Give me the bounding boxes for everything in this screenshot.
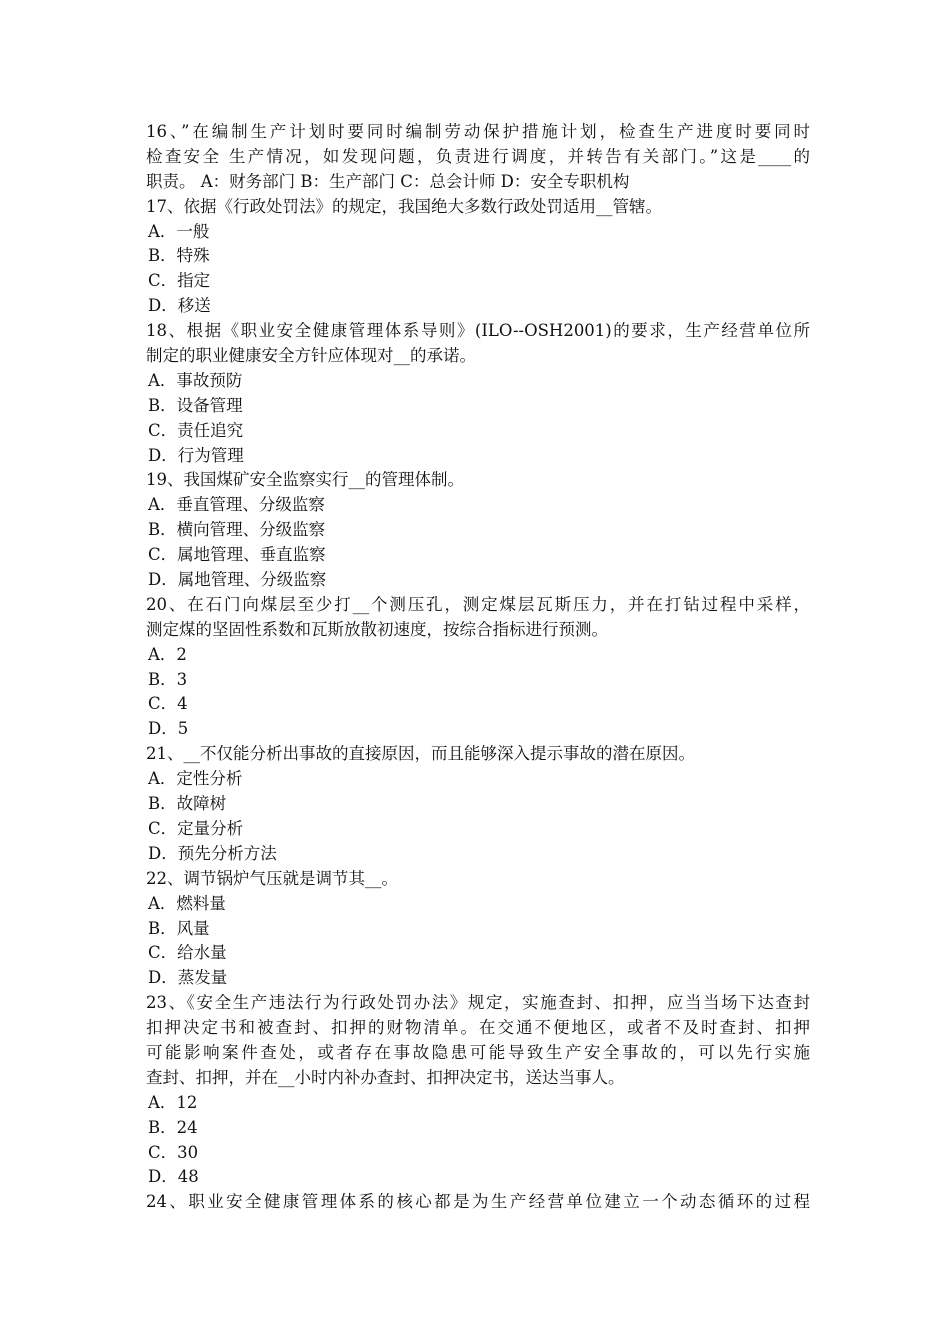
question-17: [146, 195, 810, 319]
answer-option: B．故障树: [148, 794, 227, 814]
question-20: [146, 593, 810, 742]
question-text-line: 17、依据《行政处罚法》的规定，我国绝大多数行政处罚适用__管辖。: [146, 196, 662, 216]
answer-option: A．垂直管理、分级监察: [148, 495, 325, 515]
answer-option: D．移送: [148, 296, 211, 316]
question-21: [146, 742, 810, 866]
answer-option: A．12: [148, 1092, 198, 1112]
answer-option: D．5: [148, 719, 189, 739]
answer-option: C．4: [148, 694, 188, 714]
question-text-line: 20、在石门向煤层至少打__个测压孔，测定煤层瓦斯压力，并在打钻过程中采样，: [146, 594, 810, 614]
answer-option: C．给水量: [148, 943, 227, 963]
question-text-line: 职责。 A：财务部门 B：生产部门 C：总会计师 D：安全专职机构: [146, 171, 630, 191]
question-text-line: 22、调节锅炉气压就是调节其__。: [146, 868, 398, 888]
question-text-line: 测定煤的坚固性系数和瓦斯放散初速度，按综合指标进行预测。: [146, 619, 608, 639]
answer-option: C．30: [148, 1142, 199, 1162]
answer-option: A．一般: [148, 221, 210, 241]
answer-option: C．责任追究: [148, 420, 244, 440]
answer-option: D．属地管理、分级监察: [148, 570, 327, 590]
question-text-line: 23、《安全生产违法行为行政处罚办法》规定，实施查封、扣押，应当当场下达查封: [146, 993, 810, 1013]
question-text-line: 扣押决定书和被查封、扣押的财物清单。在交通不便地区，或者不及时查封、扣押: [146, 1018, 810, 1038]
answer-option: B．横向管理、分级监察: [148, 520, 326, 540]
answer-option: B．3: [148, 669, 188, 689]
answer-option: C．定量分析: [148, 818, 244, 838]
question-text-line: 19、我国煤矿安全监察实行__的管理体制。: [146, 470, 464, 490]
question-18: [146, 319, 810, 468]
question-22: [146, 867, 810, 991]
answer-option: C．指定: [148, 271, 211, 291]
answer-option: D．预先分析方法: [148, 843, 277, 863]
question-text-line: 21、__不仅能分析出事故的直接原因，而且能够深入提示事故的潜在原因。: [146, 744, 695, 764]
question-text-line: 可能影响案件查处，或者存在事故隐患可能导致生产安全事故的，可以先行实施: [146, 1042, 810, 1062]
answer-option: D．蒸发量: [148, 968, 228, 988]
question-text-line: 检查安全 生产情况，如发现问题，负责进行调度，并转告有关部门。”这是____的: [146, 146, 810, 166]
answer-option: B．设备管理: [148, 395, 243, 415]
answer-option: A．2: [148, 644, 187, 664]
question-23: [146, 991, 810, 1190]
question-text-line: 制定的职业健康安全方针应体现对__的承诺。: [146, 346, 476, 366]
question-19: [146, 468, 810, 592]
answer-option: D．48: [148, 1167, 199, 1187]
question-text-line: 24、职业安全健康管理体系的核心都是为生产经营单位建立一个动态循环的过程: [146, 1192, 810, 1212]
question-24: [146, 1190, 810, 1215]
question-text-line: 18、根据《职业安全健康管理体系导则》(ILO--OSH2001)的要求，生产经营单位所: [146, 321, 810, 341]
question-text-line: 16、”在编制生产计划时要同时编制劳动保护措施计划，检查生产进度时要同时: [146, 122, 810, 141]
document-page: [146, 120, 810, 1215]
answer-option: D．行为管理: [148, 445, 244, 465]
answer-option: B．24: [148, 1117, 198, 1137]
answer-option: A．定性分析: [148, 769, 243, 789]
answer-option: A．燃料量: [148, 893, 226, 913]
question-16: [146, 120, 810, 195]
question-text-line: 查封、扣押，并在__小时内补办查封、扣押决定书，送达当事人。: [146, 1067, 625, 1087]
answer-option: C．属地管理、垂直监察: [148, 545, 326, 565]
answer-option: A．事故预防: [148, 370, 243, 390]
answer-option: B．特殊: [148, 246, 210, 266]
answer-option: B．风量: [148, 918, 210, 938]
